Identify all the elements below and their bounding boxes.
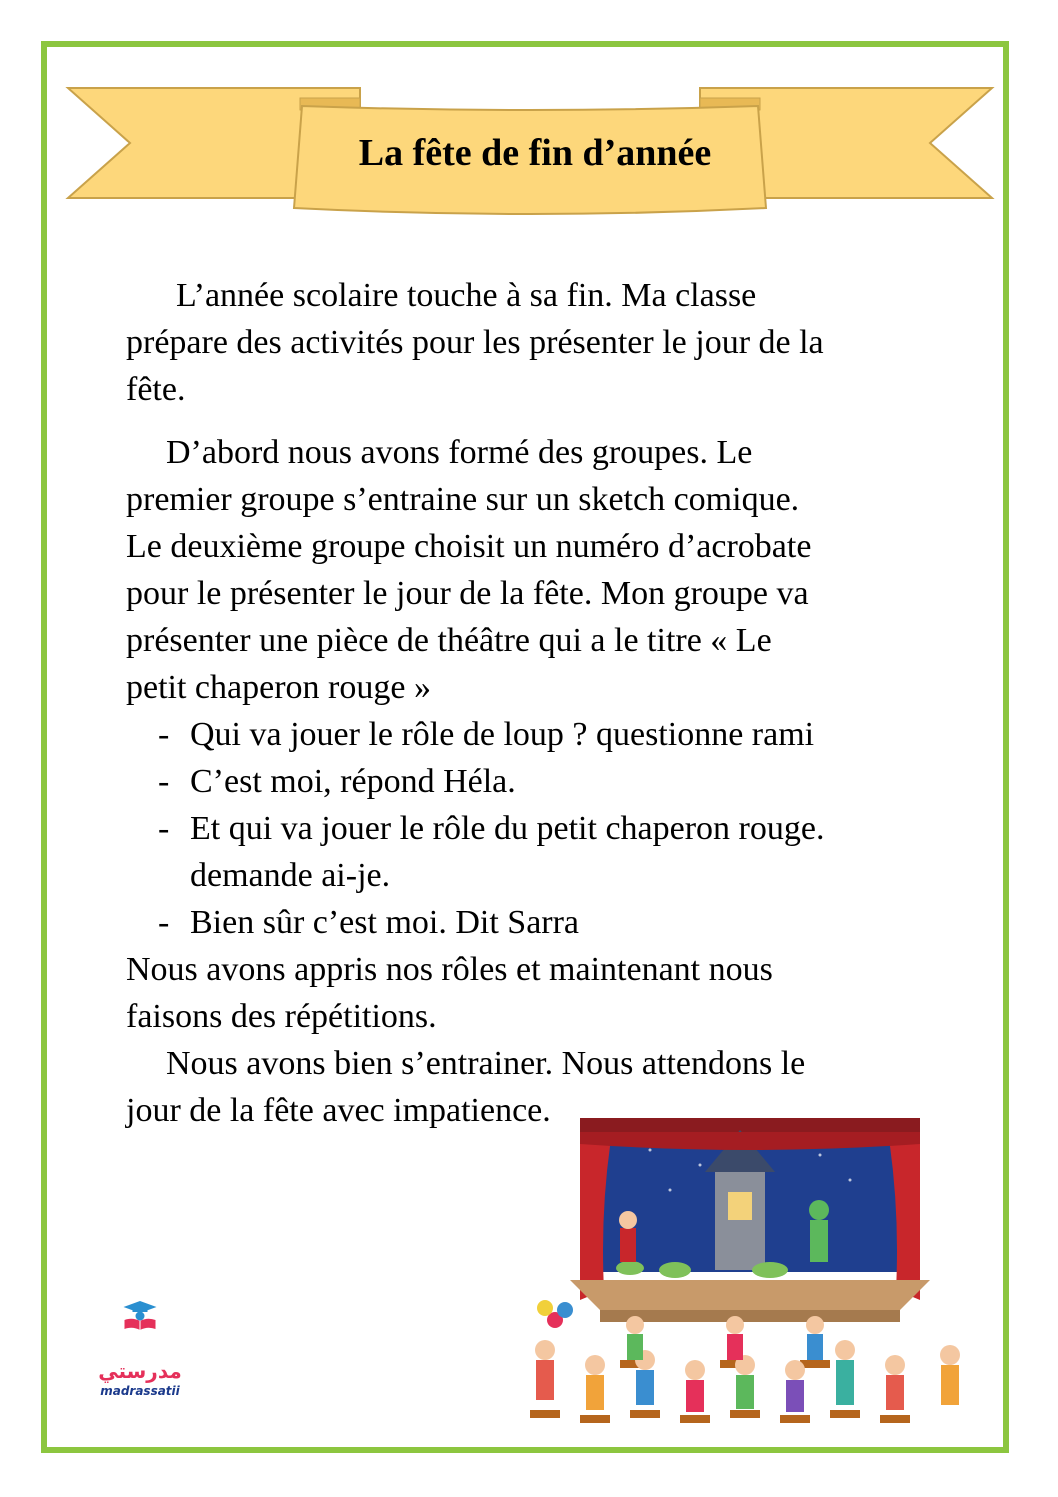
dialogue-text: Qui va jouer le rôle de loup ? questionne rami: [190, 716, 815, 753]
paragraph-2: [126, 429, 946, 711]
paragraph-2-line-1: D’abord nous avons formé des groupes. Le: [166, 434, 753, 471]
paragraph-2-line-4: pour le présenter le jour de la fête. Mon groupe va: [126, 575, 809, 612]
story-text: [126, 272, 946, 1134]
page-title: La fête de fin d’année: [358, 132, 712, 174]
paragraph-4-line-2: jour de la fête avec impatience.: [126, 1092, 551, 1129]
dialogue-list: [126, 711, 946, 946]
logo-arabic-text: مدرستي: [98, 1359, 182, 1383]
paragraph-1-line-2: prépare des activités pour les présenter le jour de la: [126, 324, 824, 361]
paragraph-3-line-2: faisons des répétitions.: [126, 998, 437, 1035]
theater-stage-illustration-icon: [500, 1110, 1000, 1440]
paragraph-4-line-1: Nous avons bien s’entrainer. Nous attendons le: [166, 1045, 806, 1082]
paragraph-1-line-3: fête.: [126, 371, 186, 408]
paragraph-2-line-2: premier groupe s’entraine sur un sketch comique.: [126, 481, 800, 518]
dialogue-line: [126, 758, 946, 805]
dialogue-text: C’est moi, répond Héla.: [190, 763, 516, 800]
dash-marker: -: [158, 763, 170, 800]
paragraph-2-line-6: petit chaperon rouge »: [126, 669, 431, 706]
dialogue-text: Et qui va jouer le rôle du petit chaperon rouge.: [190, 810, 825, 847]
paragraph-2-line-5: présenter une pièce de théâtre qui a le titre « Le: [126, 622, 772, 659]
logo-latin-text: madrassatii: [100, 1384, 180, 1398]
paragraph-1-line-1: L’année scolaire touche à sa fin. Ma classe: [176, 277, 757, 314]
paragraph-3: [126, 946, 946, 1040]
dialogue-text: Bien sûr c’est moi. Dit Sarra: [190, 904, 580, 941]
dash-marker: -: [158, 810, 170, 847]
dialogue-line: [126, 711, 946, 758]
paragraph-3-line-1: Nous avons appris nos rôles et maintenant nous: [126, 951, 773, 988]
paragraph-2-line-3: Le deuxième groupe choisit un numéro d’acrobate: [126, 528, 812, 565]
paragraph-1: [126, 272, 946, 413]
dialogue-line: [126, 899, 946, 946]
madrassatii-logo-icon: [95, 1300, 185, 1360]
dash-marker: -: [158, 716, 170, 753]
dialogue-line: [126, 805, 946, 899]
dash-marker: -: [158, 904, 170, 941]
dialogue-text-continued: demande ai-je.: [190, 857, 391, 894]
